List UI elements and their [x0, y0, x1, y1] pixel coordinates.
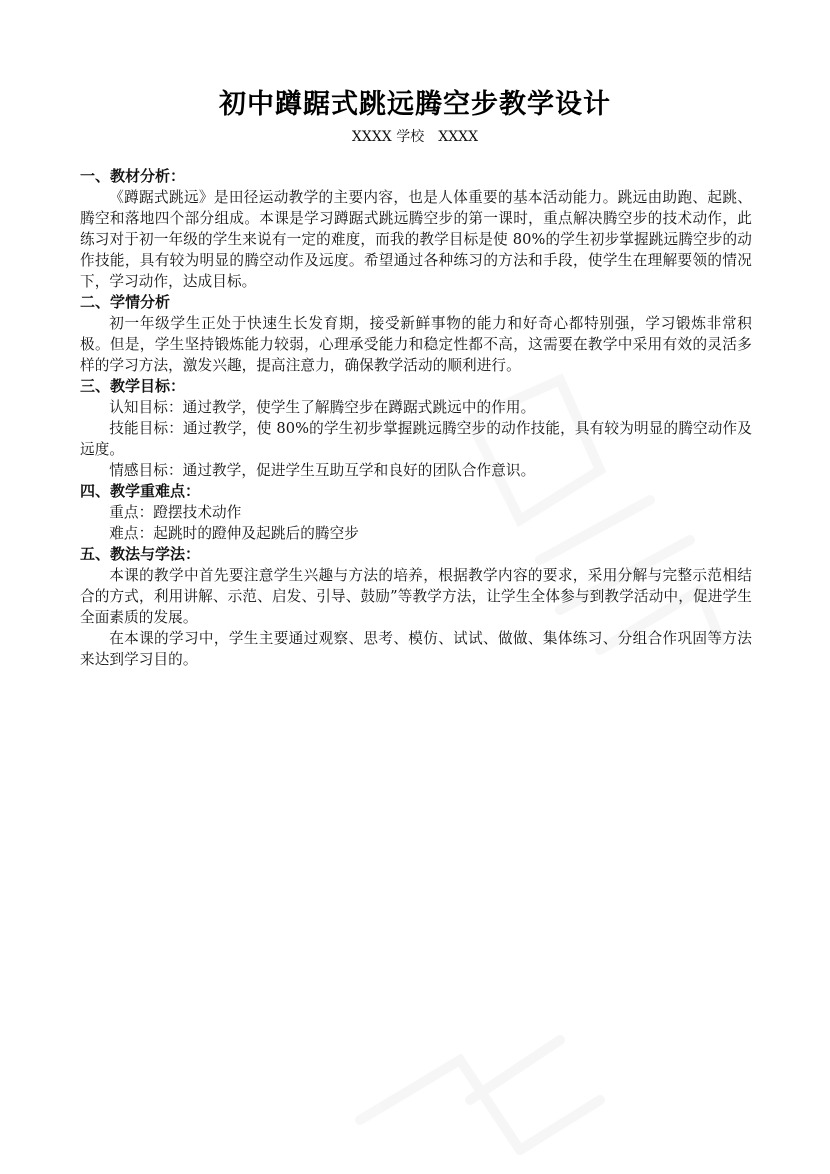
goal-emotional: 情感目标：通过教学，促进学生互助互学和良好的团队合作意识。 [109, 462, 536, 479]
document-title: 初中蹲踞式跳远腾空步教学设计 [219, 89, 611, 120]
section-material-analysis [80, 166, 752, 292]
section-student-analysis [80, 292, 752, 376]
section-heading: 三、教学目标： [80, 377, 186, 395]
goal-cognitive: 认知目标：通过教学，使学生了解腾空步在蹲踞式跳远中的作用。 [109, 399, 536, 416]
key-point: 重点：蹬摆技术动作 [109, 504, 242, 521]
section-heading: 四、教学重难点： [80, 482, 201, 500]
section-heading: 一、教材分析： [80, 167, 186, 185]
section-paragraph: 初一年级学生正处于快速生长发育期，接受新鲜事物的能力和好奇心都特别强，学习锻炼非常积极。但是，学生坚持锻炼能力较弱，心理承受能力和稳定性都不高，这需要在教学中采用有效的灵活多样的学习方法，激发兴趣，提高注意力，确保教学活动的顺利进行。 [80, 315, 752, 374]
section-methods [80, 544, 752, 670]
section-paragraph: 《蹲踞式跳远》是田径运动教学的主要内容，也是人体重要的基本活动能力。跳远由助跑、起跳、腾空和落地四个部分组成。本课是学习蹲踞式跳远腾空步的第一课时，重点解决腾空步的技术动作，此练习对于初一年级的学生来说有一定的难度，而我的教学目标是使 80%的学生初步掌握跳远腾空步的动作技能，具有较为明显的腾空动作及远度。希望通过各种练习的方法和手段，使学生在理解要领的情况下，学习动作，达成目标。 [80, 189, 752, 290]
section-paragraph: 本课的教学中首先要注意学生兴趣与方法的培养，根据教学内容的要求，采用分解与完整示范相结合的方式，利用讲解、示范、启发、引导、鼓励”等教学方法，让学生全体参与到教学活动中，促进学生全面素质的发展。 [80, 567, 752, 626]
section-paragraph: 在本课的学习中，学生主要通过观察、思考、模仿、试试、做做、集体练习、分组合作巩固等方法来达到学习目的。 [80, 630, 752, 668]
document-body [80, 166, 752, 670]
section-teaching-goals [80, 376, 752, 481]
difficult-point: 难点：起跳时的蹬伸及起跳后的腾空步 [109, 525, 359, 542]
section-key-difficult-points [80, 481, 752, 544]
section-heading: 五、教法与学法： [80, 545, 201, 563]
section-heading: 二、学情分析 [80, 293, 171, 311]
goal-skill: 技能目标：通过教学，使 80%的学生初步掌握跳远腾空步的动作技能，具有较为明显的腾空动作及远度。 [80, 420, 752, 458]
document-subtitle: XXXX 学校 XXXX [351, 129, 479, 145]
